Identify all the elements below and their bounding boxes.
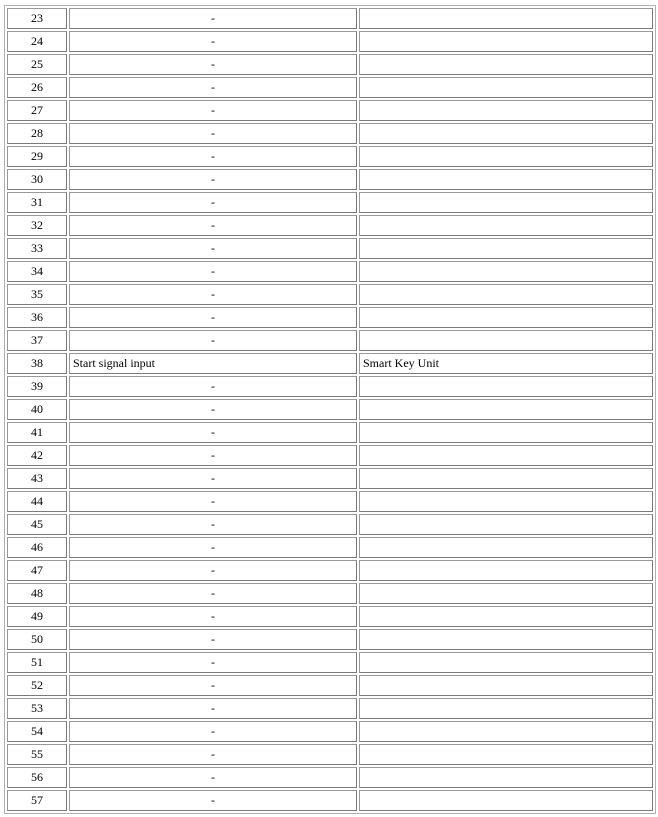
pin-description-cell: - <box>69 514 357 535</box>
pin-number-cell: 47 <box>7 560 67 581</box>
pin-number-cell: 39 <box>7 376 67 397</box>
pin-connection-cell <box>359 583 653 604</box>
pin-description-cell: - <box>69 192 357 213</box>
pin-connection-cell <box>359 790 653 811</box>
pin-description-cell: - <box>69 560 357 581</box>
pin-connection-cell <box>359 77 653 98</box>
pin-description-cell: - <box>69 123 357 144</box>
pin-connection-cell <box>359 422 653 443</box>
pin-description-cell: - <box>69 767 357 788</box>
pin-connection-cell <box>359 652 653 673</box>
table-row <box>7 238 653 259</box>
table-row <box>7 583 653 604</box>
pin-description-cell: - <box>69 606 357 627</box>
pin-description-cell: - <box>69 675 357 696</box>
pin-description-cell: - <box>69 8 357 29</box>
table-row <box>7 330 653 351</box>
table-row <box>7 468 653 489</box>
pin-description-cell: - <box>69 54 357 75</box>
table-row <box>7 422 653 443</box>
pin-connection-cell <box>359 284 653 305</box>
pin-connection-cell <box>359 261 653 282</box>
pin-description-cell: - <box>69 583 357 604</box>
pin-number-cell: 35 <box>7 284 67 305</box>
table-row <box>7 215 653 236</box>
table-row <box>7 399 653 420</box>
table-row <box>7 31 653 52</box>
pin-connection-cell <box>359 146 653 167</box>
pin-number-cell: 36 <box>7 307 67 328</box>
pin-number-cell: 56 <box>7 767 67 788</box>
table-row <box>7 629 653 650</box>
pin-number-cell: 34 <box>7 261 67 282</box>
pin-description-cell: - <box>69 330 357 351</box>
pin-description-cell: - <box>69 238 357 259</box>
pin-number-cell: 41 <box>7 422 67 443</box>
pin-number-cell: 27 <box>7 100 67 121</box>
pin-number-cell: 51 <box>7 652 67 673</box>
pin-description-cell: - <box>69 215 357 236</box>
table-row <box>7 100 653 121</box>
pin-number-cell: 50 <box>7 629 67 650</box>
pin-connection-cell <box>359 192 653 213</box>
table-row <box>7 192 653 213</box>
table-row <box>7 307 653 328</box>
table-row <box>7 445 653 466</box>
table-row <box>7 698 653 719</box>
pin-connection-cell <box>359 629 653 650</box>
pin-table-body <box>7 8 653 811</box>
pin-description-cell: - <box>69 652 357 673</box>
pin-number-cell: 33 <box>7 238 67 259</box>
pin-connection-cell <box>359 560 653 581</box>
table-row <box>7 560 653 581</box>
pin-number-cell: 37 <box>7 330 67 351</box>
table-row <box>7 146 653 167</box>
pin-connection-cell <box>359 399 653 420</box>
pin-connection-cell <box>359 238 653 259</box>
pin-number-cell: 52 <box>7 675 67 696</box>
pin-description-cell: Start signal input <box>69 353 357 374</box>
pin-connection-cell <box>359 698 653 719</box>
pin-connection-cell <box>359 491 653 512</box>
pin-description-cell: - <box>69 399 357 420</box>
pin-number-cell: 31 <box>7 192 67 213</box>
pin-connection-cell <box>359 537 653 558</box>
pin-description-cell: - <box>69 698 357 719</box>
pin-table <box>4 5 656 814</box>
pin-number-cell: 57 <box>7 790 67 811</box>
pin-connection-cell <box>359 514 653 535</box>
pin-connection-cell <box>359 721 653 742</box>
pin-number-cell: 55 <box>7 744 67 765</box>
pin-connection-cell <box>359 123 653 144</box>
pin-description-cell: - <box>69 468 357 489</box>
table-row <box>7 77 653 98</box>
pin-number-cell: 40 <box>7 399 67 420</box>
pin-description-cell: - <box>69 376 357 397</box>
pin-number-cell: 42 <box>7 445 67 466</box>
pin-number-cell: 38 <box>7 353 67 374</box>
pin-connection-cell <box>359 767 653 788</box>
table-row <box>7 353 653 374</box>
pin-connection-cell <box>359 675 653 696</box>
pin-description-cell: - <box>69 307 357 328</box>
pin-connection-cell <box>359 215 653 236</box>
table-row <box>7 376 653 397</box>
pin-description-cell: - <box>69 445 357 466</box>
pin-description-cell: - <box>69 629 357 650</box>
table-row <box>7 790 653 811</box>
pin-number-cell: 24 <box>7 31 67 52</box>
table-row <box>7 537 653 558</box>
pin-connection-cell <box>359 8 653 29</box>
pin-description-cell: - <box>69 491 357 512</box>
table-row <box>7 54 653 75</box>
pin-number-cell: 49 <box>7 606 67 627</box>
pin-description-cell: - <box>69 721 357 742</box>
pin-connection-cell <box>359 169 653 190</box>
pin-number-cell: 46 <box>7 537 67 558</box>
table-row <box>7 491 653 512</box>
pin-number-cell: 30 <box>7 169 67 190</box>
table-row <box>7 514 653 535</box>
pin-number-cell: 25 <box>7 54 67 75</box>
table-row <box>7 123 653 144</box>
pin-connection-cell <box>359 744 653 765</box>
pin-number-cell: 23 <box>7 8 67 29</box>
pin-description-cell: - <box>69 744 357 765</box>
pin-connection-cell: Smart Key Unit <box>359 353 653 374</box>
pin-description-cell: - <box>69 31 357 52</box>
table-row <box>7 261 653 282</box>
pin-number-cell: 44 <box>7 491 67 512</box>
pin-connection-cell <box>359 445 653 466</box>
table-row <box>7 606 653 627</box>
pin-connection-cell <box>359 330 653 351</box>
table-row <box>7 744 653 765</box>
pin-connection-cell <box>359 54 653 75</box>
table-row <box>7 652 653 673</box>
pin-description-cell: - <box>69 790 357 811</box>
pin-description-cell: - <box>69 169 357 190</box>
pin-number-cell: 26 <box>7 77 67 98</box>
pin-number-cell: 29 <box>7 146 67 167</box>
pin-table-container <box>4 5 656 814</box>
pin-connection-cell <box>359 307 653 328</box>
pin-description-cell: - <box>69 537 357 558</box>
pin-description-cell: - <box>69 146 357 167</box>
pin-connection-cell <box>359 100 653 121</box>
table-row <box>7 721 653 742</box>
pin-description-cell: - <box>69 261 357 282</box>
table-row <box>7 8 653 29</box>
pin-number-cell: 45 <box>7 514 67 535</box>
table-row <box>7 169 653 190</box>
table-row <box>7 675 653 696</box>
pin-number-cell: 48 <box>7 583 67 604</box>
table-row <box>7 767 653 788</box>
pin-number-cell: 54 <box>7 721 67 742</box>
pin-connection-cell <box>359 468 653 489</box>
pin-number-cell: 53 <box>7 698 67 719</box>
pin-connection-cell <box>359 31 653 52</box>
pin-number-cell: 32 <box>7 215 67 236</box>
pin-description-cell: - <box>69 422 357 443</box>
pin-connection-cell <box>359 376 653 397</box>
pin-description-cell: - <box>69 100 357 121</box>
pin-number-cell: 43 <box>7 468 67 489</box>
pin-number-cell: 28 <box>7 123 67 144</box>
pin-description-cell: - <box>69 77 357 98</box>
table-row <box>7 284 653 305</box>
pin-connection-cell <box>359 606 653 627</box>
pin-description-cell: - <box>69 284 357 305</box>
